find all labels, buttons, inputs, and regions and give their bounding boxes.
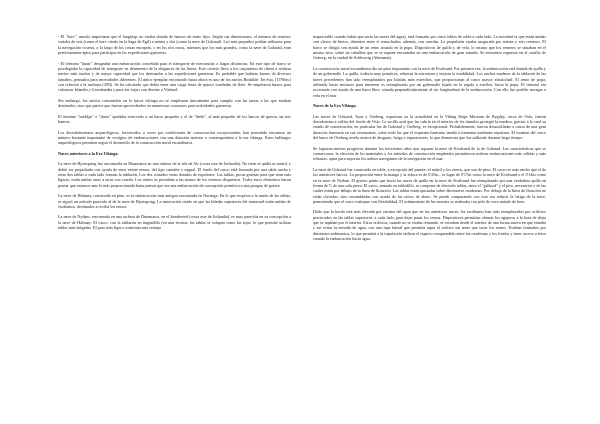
paragraph: El término "snekkja" o "skuta" quedaba reservado a un barco pequeño y el de "dreki", al más pequeño de los barcos de guerra, un tres bancos.	[58, 113, 291, 125]
paragraph: La nave de Gokstad fue construida en roble, a excepción del puente, el mástil y los remos, que son de pino. El casco es más ancho que el de los anteriores barcos. La proporción entre la manga y la eslora es de 0'25m., es lugar de 0'17m como la nave de Kvalsund o el 0'14m como en la nave de Nydam. El grueso punto que hacía las naves de quilla en la nave de Kvalsund fue reemplazado por una verdadera quilla en forma de T, de una sola pieza. El casco, armado en tabladillo, se compone de dieciséis tablas, entre el "galbord" y el piso, necesarios y de las cuales están por debajo de la línea de flotación. Las tablas están ajustadas sobre diecinueve cuadernas. Por debajo de la línea de flotación no están clavadas, sino ensambladas con ayuda de las raíces de abeto. Se puede comparando con esto era reducir la fatiga de la nave, permitiendo que el casco trabajase con flexibilidad. El acabamiento de las uniones se realizaba con pelo de vaca untado de brea.	[313, 166, 546, 204]
paragraph: - El "karv", mucho importante que el langskip, no estaba dotado de bancos de remo fijos. Según sus dimensiones, el número de remeros variaba de seis (como el karv citado en la Saga de Egil) a treinta y dos (como la nave de Gokstad). Los más pequeños podían utilizarse para la navegación costera, a lo largo de las costas europeas, o en los ríos rusos, mientras que los más grandes, como la nave de Gokstad, eran perfectamente aptos para participar en las expediciones guerreras.	[58, 34, 291, 56]
paragraph: La nave de Nydam, encontrada en una turbera de Dinamarca, en el Sønderved (costa este de Jutlandia), es muy parecida en su concepción a la nave de Halsnøy. El casco, con la tablazón en tingladillo (en una técnica, las tablas se solapan como las tejas, lo que permite utilizar tablas más delgadas. El paso más ligero constituía una ventaja	[58, 214, 291, 231]
left-column	[58, 34, 291, 236]
paragraph: - El término "knarr" designaba una embarcación concebida para el transporte de mercancías a largas distancias. En este tipo de barco se privilegiaba la capacidad de transporte en detrimento de la elegancia de las líneas. Este criterio llevó a los carpinteros de ribera a realizar navíos más anchos y de mayor capacidad que los destinados a las expediciones guerreras. Es probable que hubiera knarrs de diversos tamaños, pensados para necesidades diferentes. El único ejemplar encontrado hasta ahora es uno de los navíos Roskilde. En ésta, (15'90m.) con relación a la anchura (4'80). Se ha calculado que debía tener una carga bruta de quince toneladas de flete. Se emplearon knarrs para colonizar Islandia y Groenlandia y para los viajes con destino a Vinland.	[58, 60, 291, 93]
paragraph: Los descubrimientos arqueológicos, favorecidos a veces por condiciones de conservación excepcionales, han permitido encontrar un número bastante importante de vestigios de embarcaciones con una datación anterior o contemporánea a la era vikinga. Estos hallazgos arqueológicos permiten seguir el desarrollo de la construcción naval escandinava.	[58, 129, 291, 146]
paragraph: Dado que la borda está más elevada por encima del agua que en las anteriores naves, los escálamos han sido reemplazados por orificios practicados en las tablas superiores, a cada lado, para dejar pasar los remos. Dispositivos permitían obturar los agujeros a la hora de dejar que se tapaban por el interior. Estos orificios, cuando no se estaba remando, se cerraban desde el interior de una forma nueva en que entraba y así evitar la entrada de agua, con una tapa lateral que permitía tapar el orificio sin tener que sacar los remos. Estaban formados por diminutos sedimentos, lo que permitía a la tripulación utilizar el espacio comprendido entre las cuadernas y los fondos y tener acceso a éstos cuando la embarcación hacía agua.	[313, 209, 546, 242]
paragraph: inapreciable cuando había que sacar las naves del agua), está formado por cinco tablas de roble a cada lado. La novedad es que están unidas con clavos de hierro, disientes entre sí remachados, además, con cuerdas. La propulsión estaba asegurada por treinta y seis remeros. El barco se dirigía con ayuda de un remo situado en la popa. Dispositivos de quilla y de vela, lo mismo que los remeros se situaban en el mismo sitio, sobre un caballete que se se supone encontraba en una embarcación de gran tamaño. Se encuentra expuesto en el castillo de Gottorp, en la ciudad de Schleswig (Alemania).	[313, 34, 546, 61]
paragraph: Sin embargo, los navíos construidos en la época vikinga no se emplearon únicamente para cumplir con las tareas a las que estaban destinados, sino que parece que fueron aprovechados en numerosas ocasiones para actividades guerreras.	[58, 97, 291, 109]
section-heading: Naves anteriores a la Era Vikinga.	[58, 150, 119, 156]
paragraph: Se lograron nuevos progresos durante los trescientos años que separan la nave de Kvalsund de la de Gokstad. Las características que se conservaron, la elección de los materiales y los métodos de construcción empleados permitieron realizar embarcaciones más sólidas y más robustas, aptas para soportar los arduos navegantes de la navegación en el mar.	[313, 145, 546, 162]
right-column	[313, 34, 546, 247]
paragraph: La nave de Halsnøy, construida en pino, es la embarcación más antigua encontrada en Noruega. En lo que respecta a la unión de las tablas, se siguió un método parecido al de la nave de Hjortspring. La innovación reside en que las hiladas superiores del tranacrail están unidas de escálamos, destinados a recibir los remos.	[58, 193, 291, 209]
paragraph: La construcción naval escandinava dio un paso importante con la nave de Kvalsund. Por primera vez, la embarcación está dotada de quilla y de un gobernalle. La quilla, todavía muy primitiva, refuerza la estructura y mejora la estabilidad. Los anchos maderos de la tablazón de las naves precedentes han sido reemplazados por hiladas más estrechas, que proporcionan al casco mayor elasticidad. El remo de popa, utilizado hasta entonces para timonear es reemplazado por un gobernalle fijado en la regala a estribor, hacia la popa. El timonel era accionado con ayuda de una barra libre, situada perpendicularmente al eje longitudinal de la embarcación. Con ello fue posible navegar a vela en el mar.	[313, 65, 546, 98]
section-heading: Naves de la Era Vikinga.	[313, 103, 357, 109]
paragraph: Las naves de Gokstad, Tune y Oseberg, expuestas en la actualidad en la Viking Ships Museum de Bygdøy, cerca de Oslo, fueron descubiertas a orillas del fiordo de Oslo. La arcilla azul que las cubría en el interior de los túmulos protegió la madera, gracias a lo cual su estado de conservación, en particular las de Gokstad y Oseberg, es excepcional. Probablemente, fueron desarrolladas a causa de una gran duración funeraria en sus ceremonias, sobre todo las que el esquema funerario tendía a fomentar mediante sepultura. El examen del casco del barco de Oseberg revela rastros de desgaste, fatiga y reparaciones, lo que demuestra que fue utilizado durante largo tiempo.	[313, 113, 546, 141]
paragraph: La nave de Hjortspring fue encontrada en Dinamarca en una turbera de la isla de Als (costa este de Jutlandia). No tiene ni quilla ni mástil, y debió ser propulsada con ayuda de unos veinte remos, del tipo canalete o zagual. El fondo del casco está formado por una tabla ancha y otras dos tablas a cada lado forman la tablazón. Los dos costados están dotados de espolones. Las tablas, pocas gruesas para que sean más ligeras, están unidas unas a otras con cuerda. Los remos se prestaban a las manos de los remeros dispuestos. Todos estos elementos hacen pensar que estamos ante la más proporcionada hasta pensar que era una embarcación de concepción primitiva a una piragua de guerra.	[58, 161, 291, 188]
